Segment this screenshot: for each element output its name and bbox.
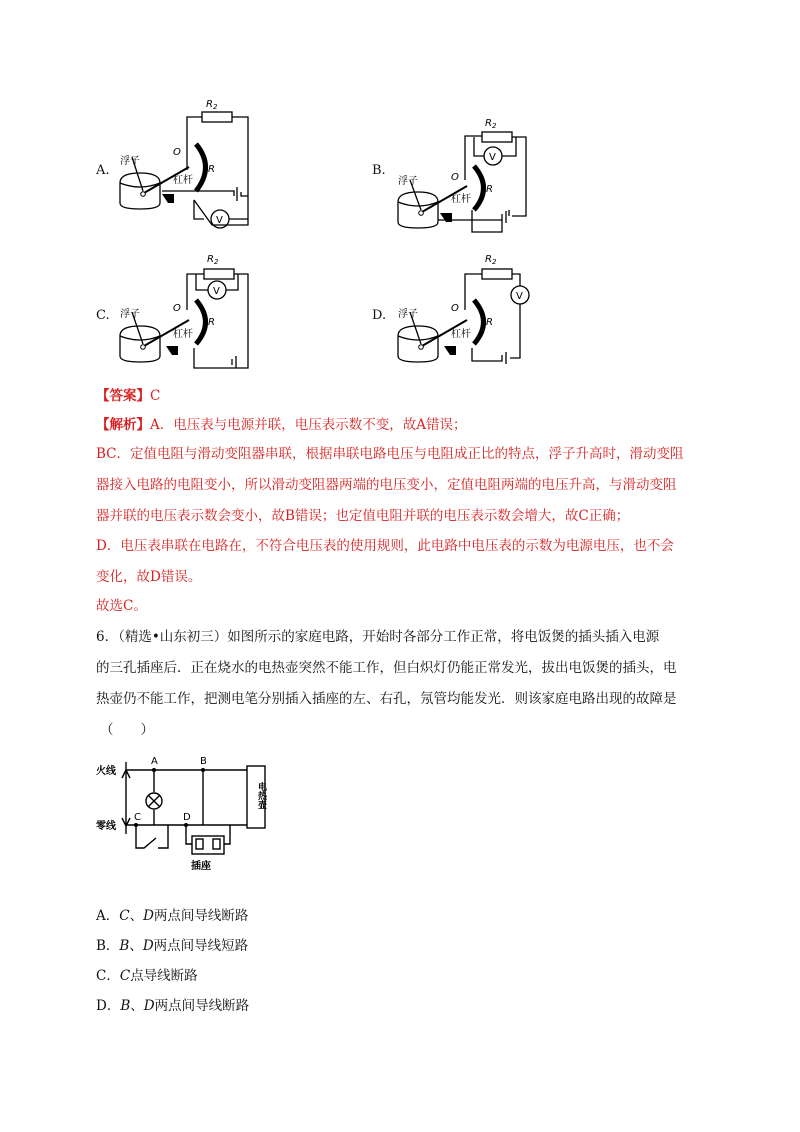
option-d-voltmeter-icon: V (516, 291, 523, 302)
option-c-o-label: O (173, 303, 181, 314)
analysis-line-1: 【解析】A．电压表与电源并联，电压表示数不变，故A错误； (96, 417, 467, 433)
option-a-lever-label: 杠杆 (173, 175, 193, 186)
option-a-float-label: 浮子 (120, 156, 140, 167)
point-a-label: A (151, 756, 158, 767)
neutral-wire-label: 零线 (96, 821, 116, 832)
option-d-rheostat (474, 300, 484, 344)
socket-label: 插座 (191, 861, 211, 872)
option-d-o-label: O (451, 303, 459, 314)
option-c-voltmeter-icon: V (213, 286, 220, 297)
option-c-rheostat (196, 300, 206, 344)
question6-line-1: 6．（精选•山东初三）如图所示的家庭电路，开始时各部分工作正常，将电饭煲的插头插入电源 (96, 629, 660, 645)
question6-answer-blank: （ ） (100, 722, 154, 738)
answer-value: C (150, 388, 161, 404)
analysis-conclusion: 故选C。 (96, 598, 147, 614)
option-b-rheostat (474, 166, 484, 210)
q6-option-b[interactable]: B．B、D两点间导线短路 (96, 938, 249, 954)
option-b-o-label: O (451, 172, 459, 183)
option-c-diagram (112, 248, 262, 376)
option-b-r2-label: $R_2$ (485, 118, 497, 130)
option-a-letter: A. (96, 163, 110, 178)
option-b-voltmeter-icon: V (489, 152, 496, 163)
point-b-label: B (200, 756, 207, 767)
question6-line-2: 的三孔插座后．正在烧水的电热壶突然不能工作，但白炽灯仍能正常发光，拔出电饭煲的插头，电 (96, 660, 677, 676)
option-b-diagram (390, 110, 540, 245)
option-c-r-label: R (208, 317, 215, 328)
analysis-line-6: 变化，故D错误。 (96, 569, 202, 585)
option-a-diagram (112, 95, 262, 240)
household-circuit-diagram (96, 748, 276, 880)
option-c-float-label: 浮子 (120, 309, 140, 320)
option-d-letter: D. (372, 308, 387, 323)
question6-line-3: 热壶仍不能工作，把测电笔分别插入插座的左、右孔，氖管均能发光．则该家庭电路出现的故障是 (96, 691, 677, 707)
answer-line (96, 386, 160, 406)
option-a-rheostat (196, 144, 206, 191)
analysis-line-3: 器接入电路的电阻变小，所以滑动变阻器两端的电压变小，定值电阻两端的电压升高，与滑动变阻 (96, 477, 677, 493)
option-d-diagram (390, 248, 540, 376)
analysis-tag: 【解析】 (96, 417, 150, 433)
option-b-letter: B. (372, 163, 386, 178)
analysis-line-5: D．电压表串联在电路在，不符合电压表的使用规则，此电路中电压表的示数为电源电压，也不会 (96, 538, 674, 554)
option-a-r2-label: $R_2$ (206, 99, 218, 111)
point-d-label: D (183, 812, 191, 823)
live-wire-label: 火线 (96, 766, 116, 777)
option-c-r2-label: $R_2$ (207, 254, 219, 266)
analysis-line-2: BC．定值电阻与滑动变阻器串联，根据串联电路电压与电阻成正比的特点，浮子升高时，滑动变阻 (96, 446, 684, 462)
option-d-float-label: 浮子 (398, 309, 418, 320)
option-a-r-label: R (208, 164, 215, 175)
option-b-r-label: R (486, 184, 493, 195)
option-a-o-label: O (173, 147, 181, 158)
analysis-line-4: 器并联的电压表示数会变小，故B错误；也定值电阻并联的电压表示数会增大，故C正确； (96, 508, 630, 524)
option-d-r2-label: $R_2$ (485, 254, 497, 266)
option-b-float-label: 浮子 (398, 176, 418, 187)
option-c-lever-label: 杠杆 (173, 329, 193, 340)
option-d-r-label: R (486, 317, 493, 328)
q6-option-a[interactable]: A．C、D两点间导线断路 (96, 908, 249, 924)
option-d-lever-label: 杠杆 (451, 329, 471, 340)
option-c-letter: C. (96, 308, 110, 323)
q6-option-c[interactable]: C．C点导线断路 (96, 968, 198, 984)
point-c-label: C (134, 812, 141, 823)
answer-tag: 【答案】 (96, 388, 150, 404)
option-a-voltmeter-icon: V (216, 215, 223, 226)
option-b-lever-label: 杠杆 (451, 194, 471, 205)
kettle-label: 电热壶 (256, 782, 266, 809)
q6-option-d[interactable]: D．B、D两点间导线断路 (96, 998, 250, 1014)
